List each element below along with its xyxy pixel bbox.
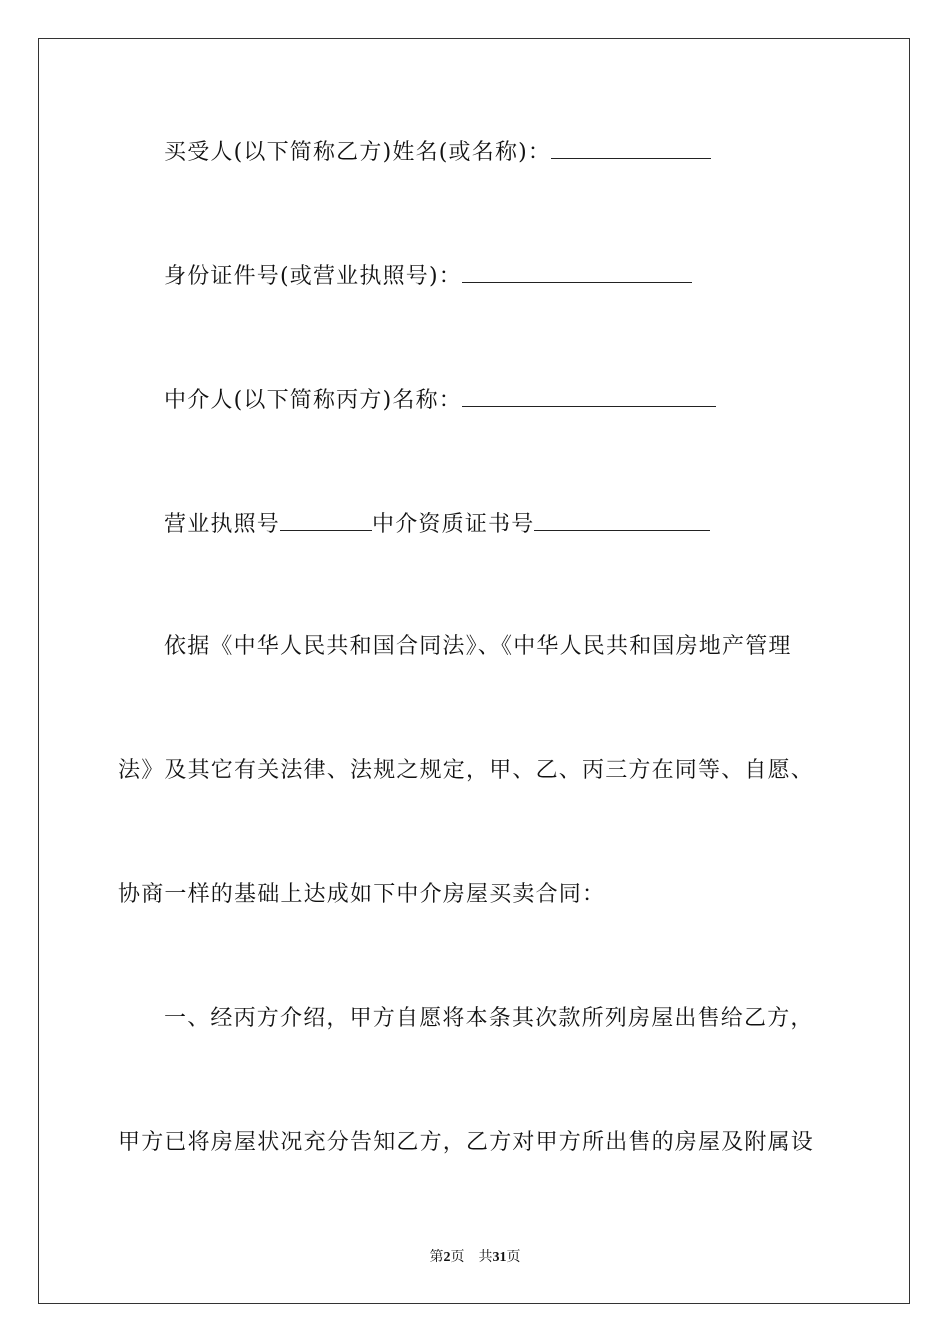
paragraph-line-4: 一、经丙方介绍，甲方自愿将本条其次款所列房屋出售给乙方， — [164, 1006, 814, 1031]
footer-page-suffix: 页 — [450, 1250, 465, 1265]
buyer-name-blank[interactable] — [551, 136, 711, 159]
page-footer — [0, 1246, 950, 1266]
qualification-label: 中介资质证书号 — [372, 512, 535, 537]
page-border — [38, 38, 910, 1304]
footer-total-suffix: 页 — [506, 1250, 521, 1265]
paragraph-line-2: 法》及其它有关法律、法规之规定，甲、乙、丙三方在同等、自愿、 — [118, 758, 815, 783]
footer-total-prefix: 共 — [478, 1250, 493, 1265]
license-line — [164, 508, 710, 540]
current-page-number: 2 — [443, 1250, 451, 1265]
agent-name-line — [164, 384, 716, 416]
paragraph-line-3: 协商一样的基础上达成如下中介房屋买卖合同： — [118, 882, 606, 907]
footer-prefix: 第 — [429, 1250, 444, 1265]
paragraph-line-5: 甲方已将房屋状况充分告知乙方，乙方对甲方所出售的房屋及附属设 — [118, 1130, 815, 1155]
buyer-name-label: 买受人(以下简称乙方)姓名(或名称)： — [164, 140, 552, 165]
agent-name-label: 中介人(以下简称丙方)名称： — [164, 388, 462, 413]
id-number-label: 身份证件号(或营业执照号)： — [164, 264, 462, 289]
paragraph-line-1: 依据《中华人民共和国合同法》、《中华人民共和国房地产管理 — [164, 634, 792, 659]
id-number-blank[interactable] — [462, 260, 692, 283]
total-page-number: 31 — [492, 1250, 507, 1265]
qualification-blank[interactable] — [534, 508, 710, 531]
license-label: 营业执照号 — [164, 512, 281, 537]
agent-name-blank[interactable] — [462, 384, 716, 407]
license-blank[interactable] — [280, 508, 372, 531]
buyer-name-line — [164, 136, 711, 168]
id-number-line — [164, 260, 692, 292]
